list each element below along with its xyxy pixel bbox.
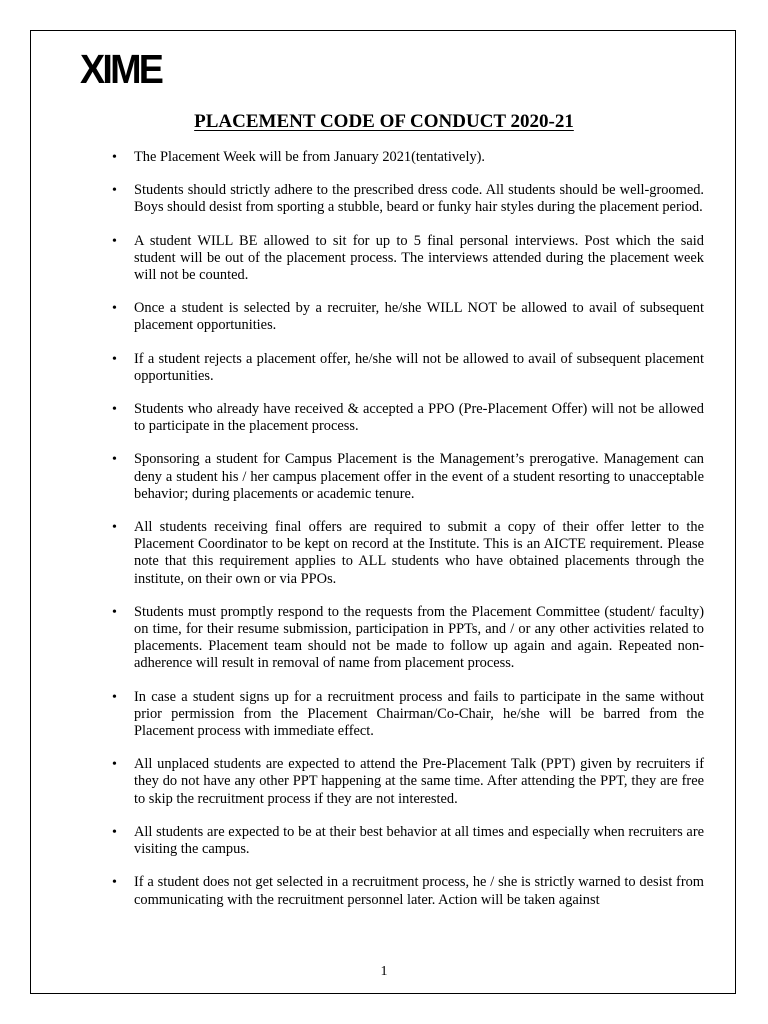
rule-item: • Students should strictly adhere to the prescribed dress code. All students should be well-groomed. Boys should desist from sporting a stubble, beard or funky hair styles during the placement period.	[112, 182, 704, 216]
rule-item: • All students are expected to be at their best behavior at all times and especially when recruiters are visiting the campus.	[112, 824, 704, 858]
document-title: PLACEMENT CODE OF CONDUCT 2020-21	[194, 111, 574, 132]
rule-item: • All students receiving final offers are required to submit a copy of their offer letter to the Placement Coordinator to be kept on record at the Institute. This is an AICTE requirement. Please note that this requirement applies to ALL students who have obtained placements through the institute, on their own or via PPOs.	[112, 519, 704, 588]
rule-item: • The Placement Week will be from January 2021(tentatively).	[112, 149, 704, 166]
rule-item: • Once a student is selected by a recruiter, he/she WILL NOT be allowed to avail of subsequent placement opportunities.	[112, 300, 704, 334]
xime-logo: XIME	[80, 46, 162, 92]
rule-item: • A student WILL BE allowed to sit for up to 5 final personal interviews. Post which the said student will be out of the placement process. The interviews attended during the placement week will not be counted.	[112, 233, 704, 285]
rules-list	[112, 149, 704, 925]
rule-item: • If a student does not get selected in a recruitment process, he / she is strictly warned to desist from communicating with the recruitment personnel later. Action will be taken against	[112, 874, 704, 908]
rule-item: • Students who already have received & accepted a PPO (Pre-Placement Offer) will not be allowed to participate in the placement process.	[112, 401, 704, 435]
rule-item: • Students must promptly respond to the requests from the Placement Committee (student/ faculty) on time, for their resume submission, participation in PPTs, and / or any other activities related to placements. Placement team should not be made to follow up again and again. Repeated non-adherence will result in removal of name from placement process.	[112, 604, 704, 673]
rule-item: • All unplaced students are expected to attend the Pre-Placement Talk (PPT) given by recruiters if they do not have any other PPT happening at the same time. After attending the PPT, they are free to skip the recruitment process if they are not interested.	[112, 756, 704, 808]
rule-item: • Sponsoring a student for Campus Placement is the Management’s prerogative. Management can deny a student his / her campus placement offer in the event of a student resorting to unacceptable behavior; during placements or academic tenure.	[112, 451, 704, 503]
page-number: 1	[380, 964, 388, 979]
rule-item: • If a student rejects a placement offer, he/she will not be allowed to avail of subsequent placement opportunities.	[112, 351, 704, 385]
rule-item: • In case a student signs up for a recruitment process and fails to participate in the same without prior permission from the Placement Chairman/Co-Chair, he/she will be barred from the Placement process with immediate effect.	[112, 689, 704, 741]
